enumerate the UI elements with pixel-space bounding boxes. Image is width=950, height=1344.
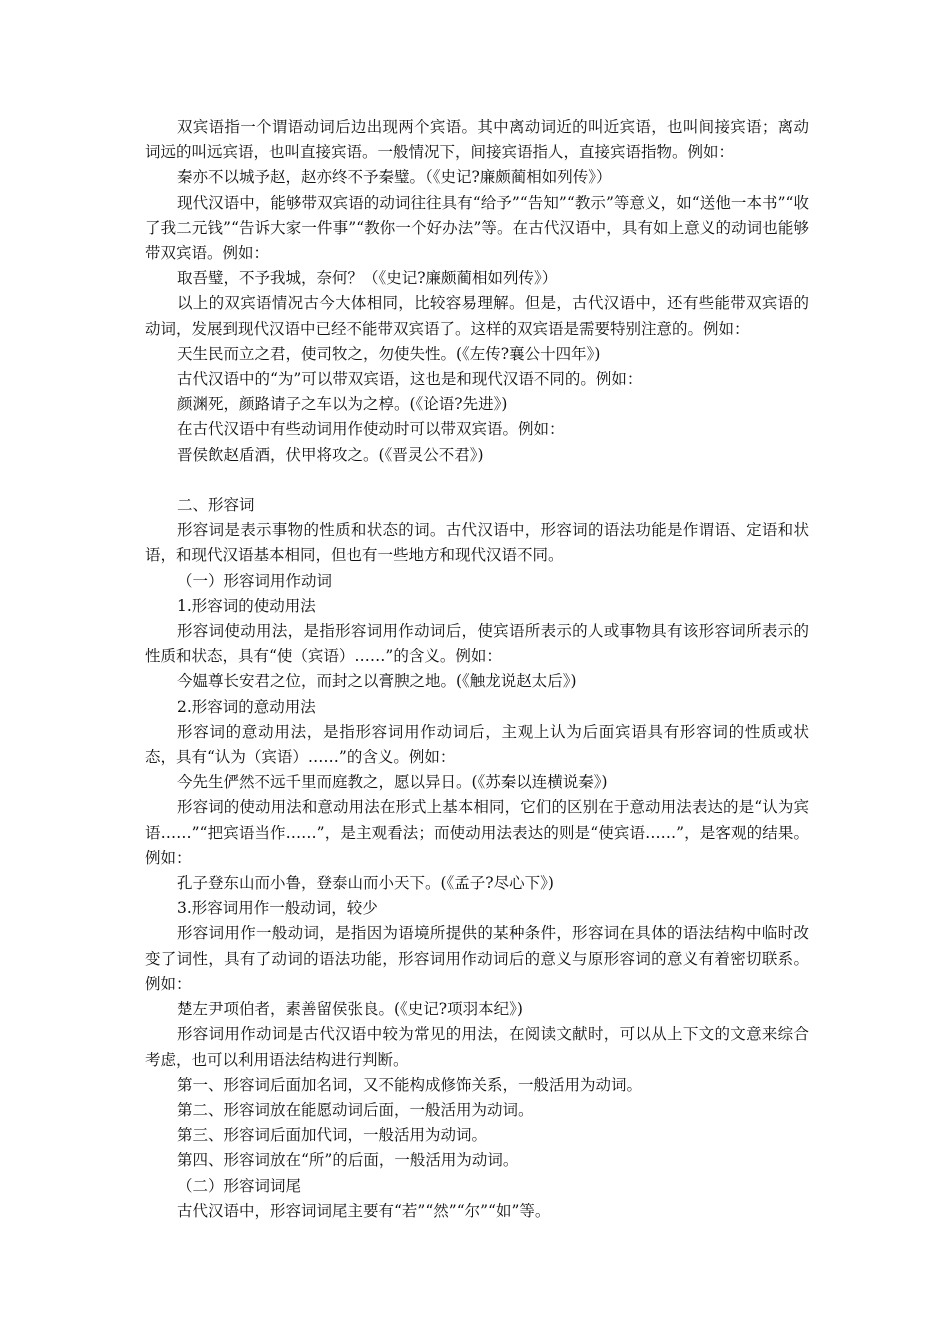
example-su-qin: 今先生俨然不远千里而庭教之，愿以异日。(《苏秦以连横说秦》): [177, 773, 608, 792]
subheading-causative-usage: 1.形容词的使动用法: [177, 596, 316, 615]
rule-item-4: 第四、形容词放在“所”的后面，一般活用为动词。: [177, 1151, 519, 1170]
subheading-adjective-suffixes: （二）形容词词尾: [177, 1176, 302, 1195]
rule-item-3: 第三、形容词后面加代词，一般活用为动词。: [177, 1126, 488, 1145]
paragraph-ancient-only-double-object: 以上的双宾语情况古今大体相同，比较容易理解。但是，古代汉语中，还有些能带双宾语的动词，发展到现代汉语中已经不能带双宾语了。这样的双宾语是需要特别注意的。例如：: [145, 294, 809, 338]
paragraph-putative-usage: 形容词的意动用法，是指形容词用作动词后，主观上认为后面宾语具有形容词的性质或状态，具有“认为（宾语）……”的含义。例如：: [145, 722, 809, 767]
paragraph-causative-double-object: 在古代汉语中有些动词用作使动时可以带双宾语。例如：: [177, 420, 565, 439]
section-heading-adjectives: 二、形容词: [177, 496, 255, 515]
paragraph-adjective-suffixes: 古代汉语中，形容词词尾主要有“若”“然”“尔”“如”等。: [177, 1201, 551, 1220]
example-jin-ling-gong: 晋侯飲赵盾酒，伏甲将攻之。(《晋灵公不君》): [177, 445, 484, 464]
paragraph-double-object-definition: 双宾语指一个谓语动词后边出现两个宾语。其中离动词近的叫近宾语，也叫间接宾语；离动词远的叫远宾语，也叫直接宾语。一般情况下，间接宾语指人，直接宾语指物。例如：: [145, 118, 809, 162]
paragraph-causative-vs-putative: 形容词的使动用法和意动用法在形式上基本相同，它们的区别在于意动用法表达的是“认为宾语……”“把宾语当作……”，是主观看法；而使动用法表达的则是“使宾语……”，是客观的结果。例如：: [145, 798, 809, 867]
paragraph-general-verb-usage: 形容词用作一般动词，是指因为语境所提供的某种条件，形容词在具体的语法结构中临时改变了词性，具有了动词的语法功能，形容词用作动词后的意义与原形容词的意义有着密切联系。例如：: [145, 924, 809, 993]
document-page: [145, 115, 809, 1224]
subheading-general-verb-usage: 3.形容词用作一般动词，较少: [177, 899, 378, 918]
paragraph-judging-verb-usage: 形容词用作动词是古代汉语中较为常见的用法，在阅读文献时，可以从上下文的文意来综合考虑，也可以利用语法结构进行判断。: [145, 1025, 809, 1069]
paragraph-adjective-definition: 形容词是表示事物的性质和状态的词。古代汉语中，形容词的语法功能是作谓语、定语和状语，和现代汉语基本相同，但也有一些地方和现代汉语不同。: [145, 521, 809, 565]
rule-item-1: 第一、形容词后面加名词，又不能构成修饰关系，一般活用为动词。: [177, 1075, 643, 1094]
example-xiang-yu: 楚左尹项伯者，素善留侯张良。(《史记?项羽本纪》): [177, 1000, 523, 1019]
example-chu-long: 今媪尊长安君之位，而封之以膏腴之地。(《触龙说赵太后》): [177, 672, 577, 691]
blank-line: [145, 468, 809, 493]
example-shiji-lian-po-1: 秦亦不以城予赵，赵亦终不予秦璧。（《史记?廉颇蔺相如列传》）: [177, 168, 612, 187]
paragraph-modern-chinese-double-object: 现代汉语中，能够带双宾语的动词往往具有“给予”“告知”“教示”等意义，如“送他一本书”“收了我二元钱”“告诉大家一件事”“教你一个好办法”等。在古代汉语中，具有如上意义的动词也能够带双宾语。例如：: [145, 193, 809, 263]
rule-item-2: 第二、形容词放在能愿动词后面，一般活用为动词。: [177, 1100, 534, 1119]
paragraph-wei-double-object: 古代汉语中的“为”可以带双宾语，这也是和现代汉语不同的。例如：: [177, 370, 643, 389]
example-shiji-lian-po-2: 取吾璧，不予我城，奈何？（《史记?廉颇蔺相如列传》）: [177, 269, 558, 288]
example-lunyu: 颜渊死，颜路请子之车以为之椁。(《论语?先进》): [177, 395, 508, 414]
subheading-adjective-as-verb: （一）形容词用作动词: [177, 571, 333, 590]
paragraph-causative-usage: 形容词使动用法，是指形容词用作动词后，使宾语所表示的人或事物具有该形容词所表示的性质和状态，具有“使（宾语）……”的含义。例如：: [145, 622, 809, 666]
example-zuozhuan: 天生民而立之君，使司牧之，勿使失性。(《左传?襄公十四年》): [177, 344, 601, 363]
subheading-putative-usage: 2.形容词的意动用法: [177, 697, 316, 716]
example-mengzi: 孔子登东山而小鲁，登泰山而小天下。(《孟子?尽心下》): [177, 874, 554, 893]
